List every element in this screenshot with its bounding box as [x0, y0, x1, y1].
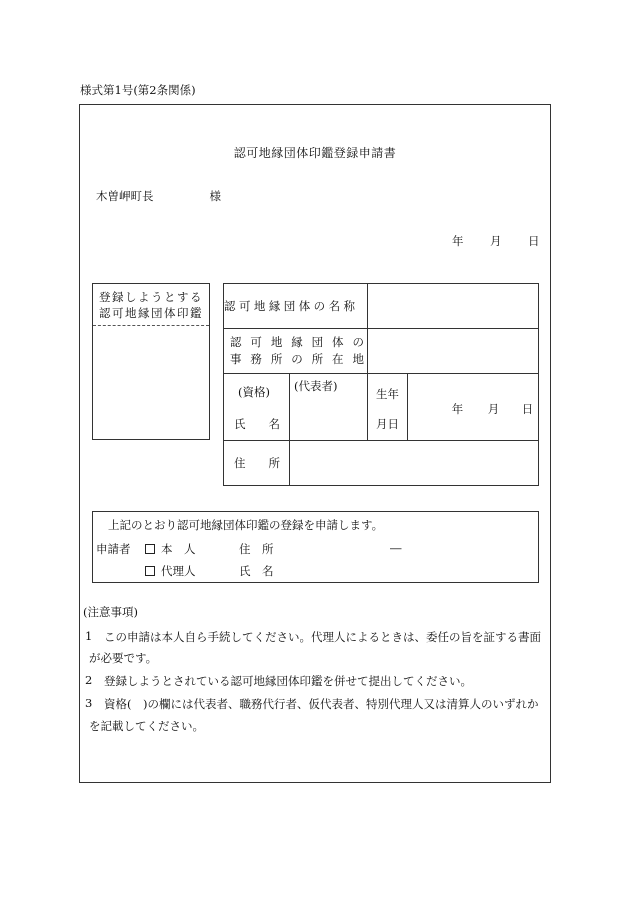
note-1-number: 1 — [85, 629, 93, 643]
date-month: 月 — [490, 234, 502, 248]
office-address-field[interactable] — [367, 329, 538, 374]
label-char: 所 — [311, 352, 324, 366]
label-char: 可 — [250, 335, 262, 349]
label-char: 認 — [230, 335, 242, 349]
seal-header-line1: 登録しようとする — [99, 290, 203, 304]
form-number-label: 様式第1号(第2条関係) — [80, 83, 196, 97]
seal-impression-box[interactable] — [92, 283, 210, 440]
option-self[interactable] — [145, 541, 196, 557]
label-char: の — [313, 299, 329, 313]
label-char: 所 — [270, 352, 283, 366]
label-char: の — [291, 352, 303, 366]
birth-month: 月 — [487, 402, 500, 416]
group-name-label — [224, 284, 368, 329]
applicant-statement: 上記のとおり認可地縁団体印鑑の登録を申請します。 — [108, 518, 384, 532]
note-2-line1: 登録しようとされている認可地縁団体印鑑を併せて提出してください。 — [104, 674, 472, 688]
note-3-line2: を記載してください。 — [89, 719, 204, 733]
representative-cell[interactable] — [289, 374, 367, 441]
label-char: 務 — [250, 352, 262, 366]
birthdate-label-cell — [367, 374, 407, 441]
office-address-label — [224, 329, 368, 374]
label-char: 体 — [332, 335, 344, 349]
label-char: 可 — [238, 299, 254, 313]
label-char: 体 — [298, 299, 314, 313]
label-char: 名 — [328, 299, 344, 313]
label-char: 縁 — [268, 299, 284, 313]
label-char: 地 — [270, 335, 283, 349]
label-char: 地 — [253, 299, 269, 313]
qualification-name-cell — [224, 374, 290, 441]
checkbox-icon[interactable] — [145, 544, 155, 554]
addressee — [96, 188, 221, 204]
birthdate-field[interactable] — [407, 374, 538, 441]
applicant-name-label: 氏 名 — [239, 564, 274, 578]
note-3-line1: 資格( )の欄には代表者、職務代行者、仮代表者、特別代理人又は清算人のいずれか — [104, 697, 539, 711]
checkbox-icon[interactable] — [145, 566, 155, 576]
addressee-name: 木曽岬町長 — [96, 189, 154, 203]
date-day: 日 — [528, 234, 540, 248]
label-char: 縁 — [291, 335, 303, 349]
note-1-line2: が必要です。 — [89, 651, 158, 665]
label-char: 団 — [283, 299, 299, 313]
seal-box-header — [93, 284, 209, 326]
label-char: 地 — [352, 352, 364, 366]
representative-label: (代表者) — [293, 379, 338, 393]
label-char: 在 — [332, 352, 344, 366]
birth-day: 日 — [521, 402, 534, 416]
application-date — [452, 233, 540, 249]
birth-label-line2: 月日 — [375, 417, 399, 431]
label-char: 団 — [311, 335, 324, 349]
address-field[interactable] — [289, 441, 538, 486]
option-agent[interactable] — [145, 563, 196, 579]
birth-year: 年 — [451, 402, 464, 416]
label-char: 認 — [224, 299, 239, 313]
label-char: 事 — [230, 352, 242, 366]
addressee-honorific: 様 — [209, 189, 221, 203]
applicant-dash: ― — [390, 541, 402, 555]
note-3-number: 3 — [85, 696, 93, 710]
name-label: 氏 名 — [234, 417, 280, 431]
birth-label-line1: 生年 — [375, 387, 399, 401]
address-label: 住 所 — [234, 456, 280, 470]
notes-heading: (注意事項) — [83, 605, 138, 619]
label-char: 称 — [343, 299, 358, 313]
qualification-label: (資格) — [238, 385, 270, 399]
address-label-cell — [224, 441, 290, 486]
note-2-number: 2 — [85, 673, 93, 687]
seal-header-line2: 認可地縁団体印鑑 — [99, 306, 203, 320]
page-title: 認可地縁団体印鑑登録申請書 — [233, 146, 397, 160]
group-name-field[interactable] — [367, 284, 538, 329]
applicant-label: 申請者 — [96, 542, 131, 556]
option-agent-label: 代理人 — [161, 564, 196, 578]
note-1-line1: この申請は本人自ら手続してください。代理人によるときは、委任の旨を証する書面 — [104, 630, 541, 644]
date-year: 年 — [452, 234, 464, 248]
option-self-label: 本 人 — [161, 542, 196, 556]
group-info-table — [223, 283, 539, 486]
label-char: の — [352, 335, 364, 349]
applicant-address-label: 住 所 — [239, 542, 274, 556]
